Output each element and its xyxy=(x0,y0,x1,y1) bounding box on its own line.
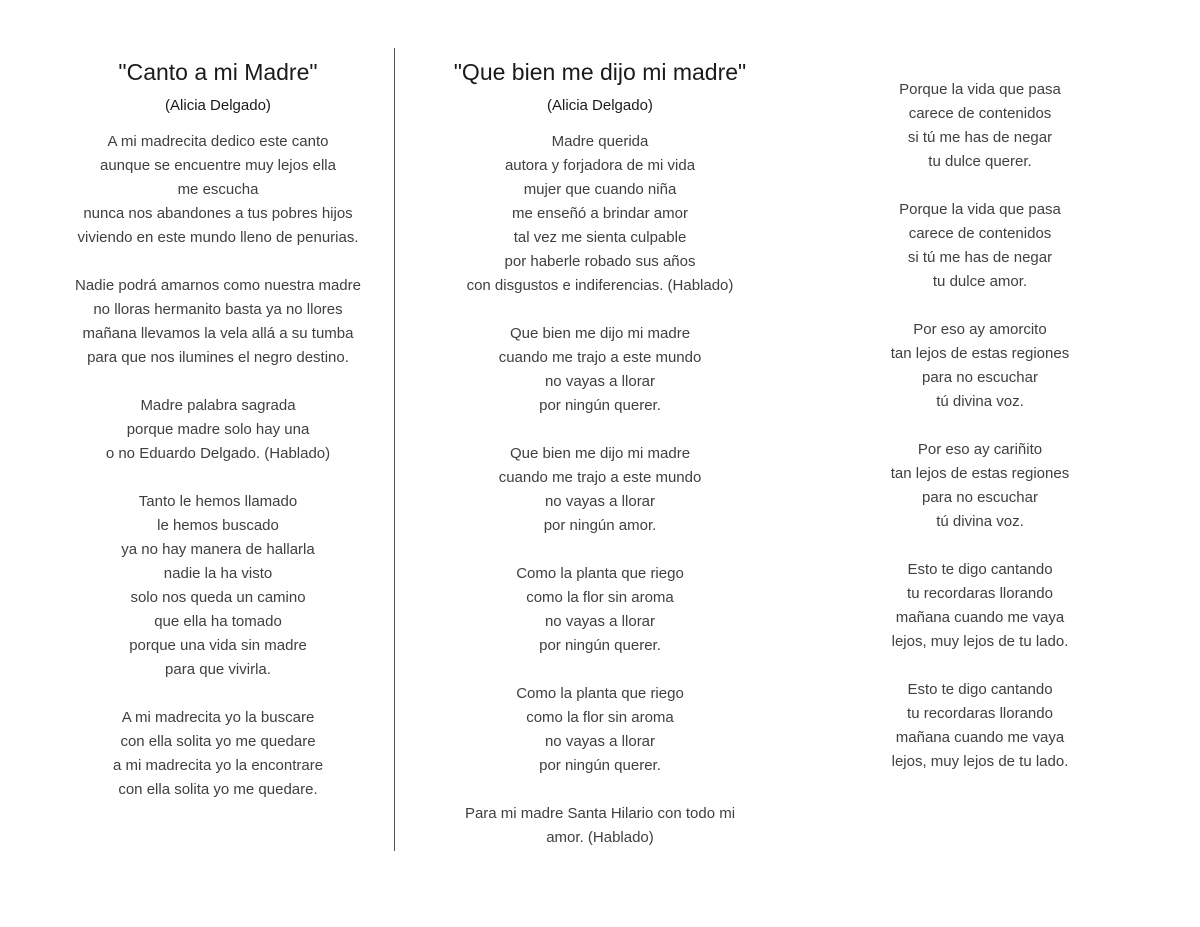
verse-line: por ningún querer. xyxy=(539,397,661,414)
poem-que-bien-me-dijo-mi-madre xyxy=(430,52,770,874)
verse-line: me escucha xyxy=(177,181,259,198)
verse-line: carece de contenidos xyxy=(908,225,1052,242)
column-divider xyxy=(394,48,395,851)
verse-line: como la flor sin aroma xyxy=(526,589,674,606)
verse-line: Para mi madre Santa Hilario con todo mi xyxy=(464,805,736,822)
verse-line: cuando me trajo a este mundo xyxy=(498,469,702,486)
verse-line: tan lejos de estas regiones xyxy=(890,345,1070,362)
verse-line: viviendo en este mundo lleno de penurias. xyxy=(77,229,359,246)
verse-line: por ningún amor. xyxy=(543,517,657,534)
verse-line: no vayas a llorar xyxy=(544,373,656,390)
poem-que-bien-me-dijo-mi-madre-continued xyxy=(810,78,1150,798)
stanza xyxy=(810,678,1150,774)
verse-line: mañana llevamos la vela allá a su tumba xyxy=(82,325,354,342)
poem-title: "Canto a mi Madre" xyxy=(118,59,318,85)
verse-line: con ella solita yo me quedare. xyxy=(118,781,318,798)
verse-line: Nadie podrá amarnos como nuestra madre xyxy=(75,277,361,294)
verse-line: tú divina voz. xyxy=(936,393,1024,410)
verse-line: como la flor sin aroma xyxy=(526,709,674,726)
verse-line: Porque la vida que pasa xyxy=(899,201,1061,218)
verse-line: Madre querida xyxy=(551,133,649,150)
stanza xyxy=(810,78,1150,174)
verse-line: nunca nos abandones a tus pobres hijos xyxy=(83,205,353,222)
stanza xyxy=(430,442,770,538)
verse-line: tu dulce querer. xyxy=(928,153,1032,170)
stanza xyxy=(48,706,388,802)
stanza xyxy=(48,130,388,250)
stanza xyxy=(430,682,770,778)
verse-line: para que vivirla. xyxy=(165,661,271,678)
stanza xyxy=(430,802,770,850)
verse-line: tú divina voz. xyxy=(936,513,1024,530)
verse-line: Como la planta que riego xyxy=(516,685,684,702)
verse-line: que ella ha tomado xyxy=(154,613,282,630)
verse-line: mujer que cuando niña xyxy=(523,181,677,198)
verse-line: aunque se encuentre muy lejos ella xyxy=(100,157,336,174)
verse-line: Esto te digo cantando xyxy=(907,561,1053,578)
verse-line: no vayas a llorar xyxy=(544,613,656,630)
poem-author: (Alicia Delgado) xyxy=(547,97,653,114)
verse-line: por ningún querer. xyxy=(539,757,661,774)
poem-title: "Que bien me dijo mi madre" xyxy=(453,59,747,85)
verse-line: tu recordaras llorando xyxy=(907,585,1053,602)
poem-canto-a-mi-madre xyxy=(48,52,388,826)
verse-line: amor. (Hablado) xyxy=(546,829,654,846)
verse-line: solo nos queda un camino xyxy=(130,589,306,606)
verse-line: no vayas a llorar xyxy=(544,733,656,750)
verse-line: Esto te digo cantando xyxy=(907,681,1053,698)
verse-line: Porque la vida que pasa xyxy=(899,81,1061,98)
verse-line: Que bien me dijo mi madre xyxy=(509,445,691,462)
stanza xyxy=(810,318,1150,414)
verse-line: tu recordaras llorando xyxy=(907,705,1053,722)
verse-line: le hemos buscado xyxy=(157,517,279,534)
poem-author: (Alicia Delgado) xyxy=(165,97,271,114)
stanza xyxy=(810,558,1150,654)
stanza xyxy=(810,438,1150,534)
verse-line: A mi madrecita yo la buscare xyxy=(121,709,315,726)
verse-line: mañana cuando me vaya xyxy=(895,729,1065,746)
verse-line: lejos, muy lejos de tu lado. xyxy=(891,753,1069,770)
verse-line: con disgustos e indiferencias. (Hablado) xyxy=(466,277,734,294)
verse-line: tu dulce amor. xyxy=(932,273,1028,290)
stanza xyxy=(48,490,388,682)
verse-line: por ningún querer. xyxy=(539,637,661,654)
verse-line: Como la planta que riego xyxy=(516,565,684,582)
poem-stanzas xyxy=(48,130,388,802)
verse-line: no vayas a llorar xyxy=(544,493,656,510)
stanza xyxy=(48,394,388,466)
verse-line: para que nos ilumines el negro destino. xyxy=(87,349,349,366)
verse-line: cuando me trajo a este mundo xyxy=(498,349,702,366)
verse-line: a mi madrecita yo la encontrare xyxy=(112,757,324,774)
verse-line: lejos, muy lejos de tu lado. xyxy=(891,633,1069,650)
verse-line: no lloras hermanito basta ya no llores xyxy=(93,301,343,318)
stanza xyxy=(430,562,770,658)
verse-line: o no Eduardo Delgado. (Hablado) xyxy=(105,445,331,462)
verse-line: porque una vida sin madre xyxy=(129,637,307,654)
verse-line: nadie la ha visto xyxy=(163,565,273,582)
verse-line: ya no hay manera de hallarla xyxy=(121,541,315,558)
verse-line: si tú me has de negar xyxy=(907,129,1053,146)
verse-line: carece de contenidos xyxy=(908,105,1052,122)
verse-line: con ella solita yo me quedare xyxy=(120,733,316,750)
verse-line: Que bien me dijo mi madre xyxy=(509,325,691,342)
stanza xyxy=(48,274,388,370)
stanza xyxy=(810,198,1150,294)
verse-line: mañana cuando me vaya xyxy=(895,609,1065,626)
verse-line: me enseñó a brindar amor xyxy=(512,205,688,222)
verse-line: Madre palabra sagrada xyxy=(140,397,296,414)
poem-stanzas xyxy=(810,78,1150,774)
verse-line: para no escuchar xyxy=(922,369,1038,386)
stanza xyxy=(430,322,770,418)
verse-line: si tú me has de negar xyxy=(907,249,1053,266)
verse-line: tal vez me sienta culpable xyxy=(513,229,687,246)
verse-line: porque madre solo hay una xyxy=(126,421,310,438)
verse-line: autora y forjadora de mi vida xyxy=(504,157,696,174)
verse-line: por haberle robado sus años xyxy=(504,253,696,270)
verse-line: Tanto le hemos llamado xyxy=(138,493,298,510)
verse-line: para no escuchar xyxy=(922,489,1038,506)
verse-line: tan lejos de estas regiones xyxy=(890,465,1070,482)
stanza xyxy=(430,130,770,298)
verse-line: Por eso ay cariñito xyxy=(917,441,1043,458)
verse-line: A mi madrecita dedico este canto xyxy=(107,133,329,150)
poem-stanzas xyxy=(430,130,770,850)
verse-line: Por eso ay amorcito xyxy=(913,321,1047,338)
